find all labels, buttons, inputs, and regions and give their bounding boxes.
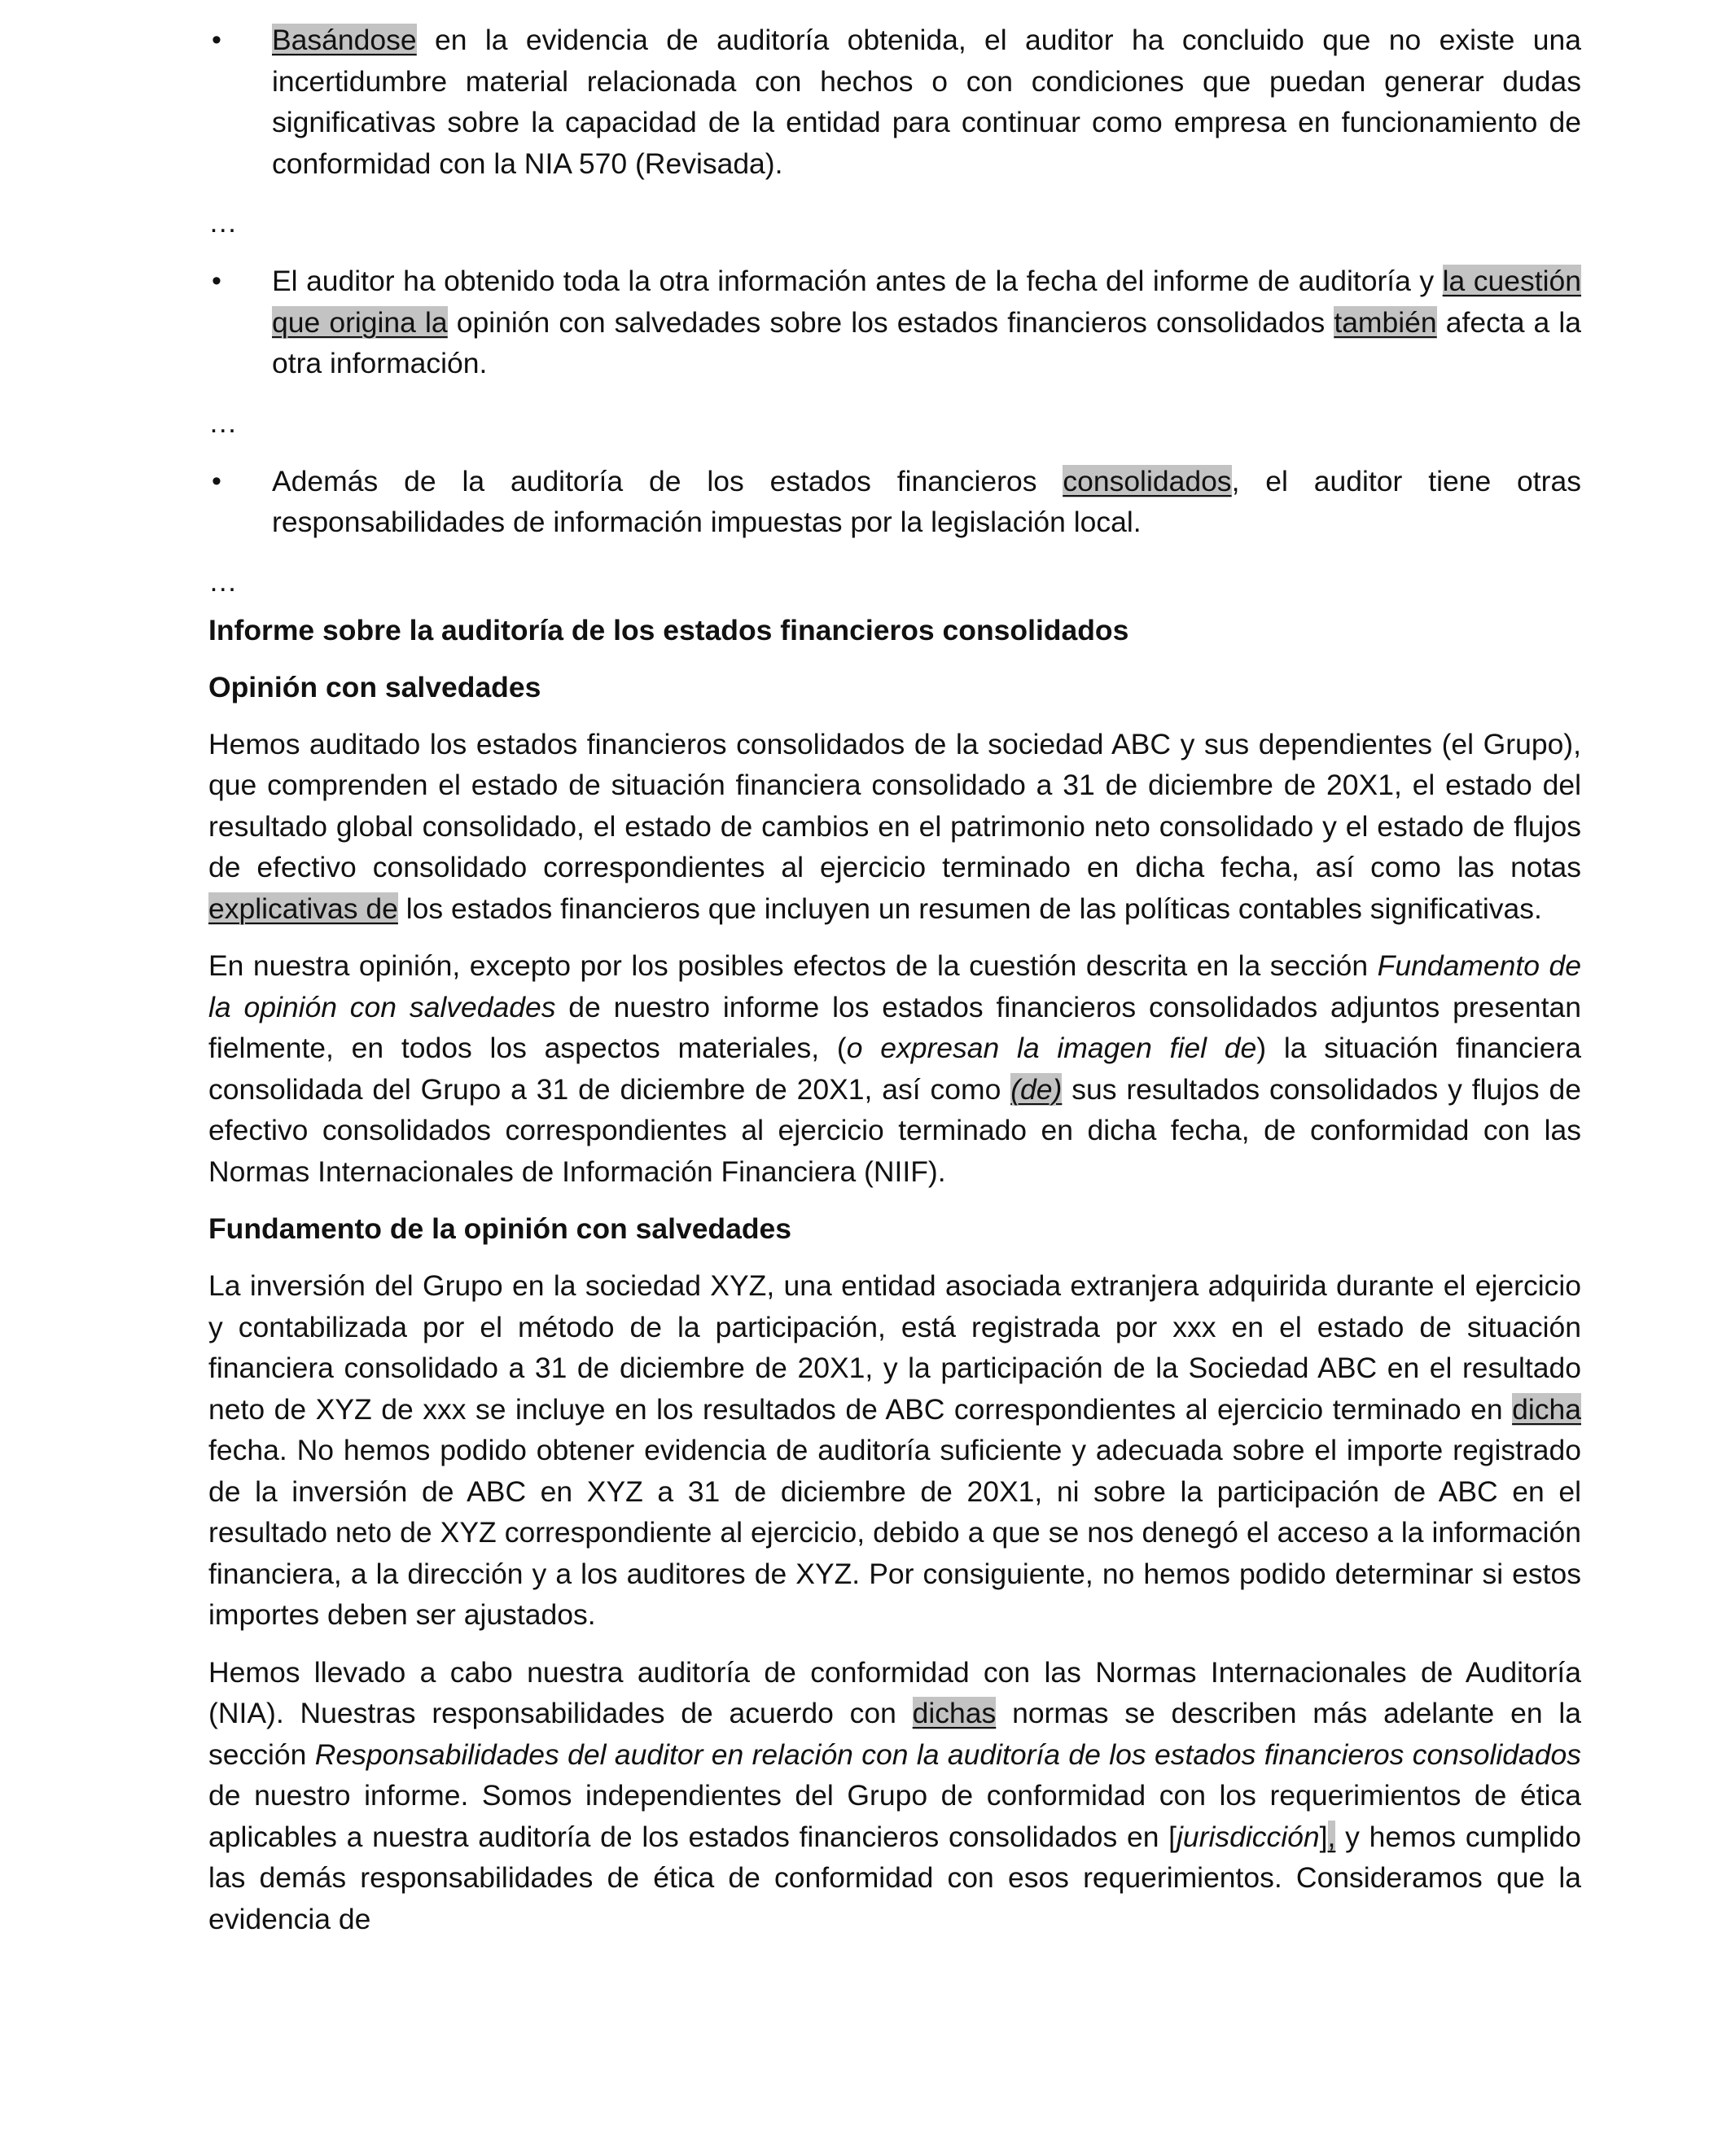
- bullet-item-other-information: [208, 261, 1581, 384]
- paragraph-text: En nuestra opinión, excepto por los posibles efectos de la cuestión descrita en la sección: [208, 949, 1378, 982]
- paragraph-text: Hemos auditado los estados financieros consolidados de la sociedad ABC y sus dependientes (el Grupo), que comprenden el estado de situación financiera consolidado a 31 de diciembre de 20X1, el estado del resultado global consolidado, el estado de cambios en el patrimonio neto consolidado y el estado de flujos de efectivo consolidado correspondientes al ejercicio terminado en dicha fecha, así como las notas: [208, 727, 1581, 883]
- paragraph-basis-standards: [208, 1652, 1581, 1940]
- bullet-icon: •: [212, 24, 221, 55]
- ellipsis-1: …: [208, 206, 238, 239]
- paragraph-text: normas se describen más adelante en la sección: [208, 1697, 1581, 1771]
- italic-text: Responsabilidades del auditor en relación con la auditoría de los estados financieros consolidados: [314, 1738, 1581, 1771]
- bullet-text: Además de la auditoría de los estados financieros: [272, 464, 1063, 497]
- paragraph-text: ) la situación financiera consolidada del Grupo a 31 de diciembre de 20X1, así como: [208, 1032, 1582, 1106]
- document-page: [208, 20, 1581, 1939]
- bullet-text: afecta a la otra información.: [272, 305, 1582, 379]
- paragraph-text: La inversión del Grupo en la sociedad XYZ, una entidad asociada extranjera adquirida durante el ejercicio y contabilizada por el método de la participación, está registrada por xxx en el estado de situación financiera consolidado a 31 de diciembre de 20X1, y la participación de la Sociedad ABC en el resultado neto de XYZ de xxx se incluye en los resultados de ABC correspondientes al ejercicio terminado en: [208, 1269, 1581, 1426]
- highlighted-text: explicativas de: [208, 892, 398, 925]
- bullet-item-other-responsibilities: [208, 461, 1581, 543]
- paragraph-text: de nuestro informe los estados financieros consolidados adjuntos presentan fielmente, en todos los aspectos materiales, (: [208, 990, 1581, 1064]
- heading-basis: Fundamento de la opinión con salvedades: [208, 1212, 792, 1245]
- paragraph-opinion-scope: [208, 724, 1581, 930]
- italic-text: jurisdicción: [1177, 1820, 1320, 1853]
- paragraph-text: los estados financieros que incluyen un resumen de las políticas contables significativas.: [397, 892, 1542, 925]
- highlighted-text: también: [1334, 305, 1437, 339]
- ellipsis-3: …: [208, 564, 238, 598]
- paragraph-opinion-statement: [208, 945, 1581, 1192]
- bullet-icon: •: [212, 465, 221, 497]
- italic-text: o expresan la imagen fiel de: [846, 1032, 1257, 1064]
- paragraph-text: Hemos llevado a cabo nuestra auditoría de conformidad con las Normas Internacionales de Auditoría (NIA). Nuestras responsabilidades de acuerdo con: [208, 1655, 1581, 1729]
- highlighted-text: Basándose: [272, 24, 417, 56]
- paragraph-basis-investment: [208, 1265, 1581, 1636]
- paragraph-text: fecha. No hemos podido obtener evidencia de auditoría suficiente y adecuada sobre el importe registrado de la inversión de ABC en XYZ a 31 de diciembre de 20X1, ni sobre la participación de ABC en el resultado neto de XYZ correspondiente al ejercicio, debido a que se nos denegó el acceso a la información financiera, a la dirección y a los auditores de XYZ. Por consiguiente, no hemos podido determinar si estos importes deben ser ajustados.: [208, 1434, 1581, 1631]
- paragraph-text: sus resultados consolidados y flujos de efectivo consolidados correspondientes al ejercicio terminado en dicha fecha, de conformidad con las Normas Internacionales de Información Financiera (NIIF).: [208, 1072, 1581, 1188]
- ellipsis-2: …: [208, 405, 238, 439]
- bullet-item-going-concern: [208, 20, 1581, 184]
- paragraph-text: de nuestro informe. Somos independientes del Grupo de conformidad con los requerimientos de ética aplicables a nuestra auditoría de los estados financieros consolidados en [: [208, 1779, 1581, 1853]
- italic-text: Fundamento de la opinión con salvedades: [208, 949, 1581, 1023]
- bullet-text: en la evidencia de auditoría obtenida, el auditor ha concluido que no existe una incertidumbre material relacionada con hechos o con condiciones que puedan generar dudas significativas sobre la capacidad de la entidad para continuar como empresa en funcionamiento de conformidad con la NIA 570 (Revisada).: [272, 24, 1581, 180]
- highlighted-text: (de): [1010, 1072, 1063, 1106]
- highlighted-text: la cuestión que origina la: [272, 265, 1582, 339]
- heading-opinion: Opinión con salvedades: [208, 670, 541, 703]
- bullet-text: , el auditor tiene otras responsabilidades de información impuestas por la legislación local.: [272, 464, 1581, 538]
- highlighted-text: dichas: [912, 1697, 997, 1729]
- bullet-text: opinión con salvedades sobre los estados financieros consolidados: [447, 305, 1334, 339]
- highlighted-text: dicha: [1512, 1392, 1581, 1426]
- bullet-text: El auditor ha obtenido toda la otra información antes de la fecha del informe de auditoría y: [272, 265, 1443, 297]
- highlighted-text: ,: [1327, 1820, 1336, 1853]
- bullet-icon: •: [212, 265, 221, 296]
- heading-report: Informe sobre la auditoría de los estados financieros consolidados: [208, 613, 1129, 646]
- paragraph-text: ]: [1319, 1820, 1328, 1853]
- paragraph-text: y hemos cumplido las demás responsabilidades de ética de conformidad con esos requerimientos. Consideramos que la evidencia de: [208, 1820, 1581, 1935]
- highlighted-text: consolidados: [1063, 464, 1232, 497]
